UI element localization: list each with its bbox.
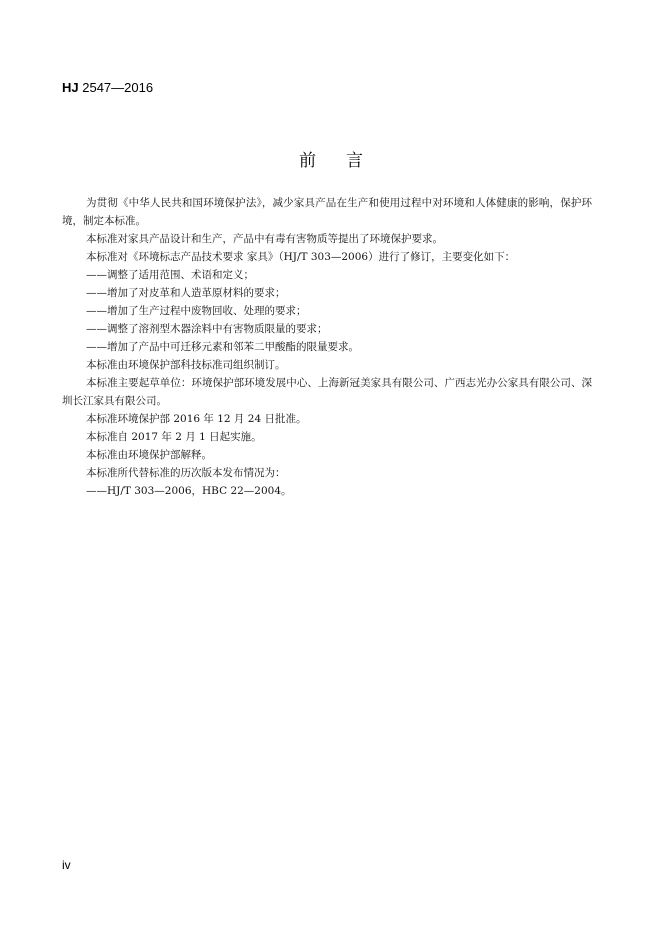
paragraph-drafters: 本标准主要起草单位：环境保护部环境发展中心、上海新冠美家具有限公司、广西志光办公家具有限公司、深圳长江家具有限公司。 [62,377,592,407]
paragraph-effective: 本标准自 2017 年 2 月 1 日起实施。 [86,431,262,443]
document-code [62,80,153,95]
change-item: ——调整了溶剂型木器涂料中有害物质限量的要求； [86,323,328,335]
change-item: ——调整了适用范围、术语和定义； [86,269,254,281]
paragraph-revision: 本标准对《环境标志产品技术要求 家具》（HJ/T 303—2006）进行了修订，主要变化如下： [86,251,516,263]
preface-body [62,194,592,500]
paragraph-interpretation: 本标准由环境保护部解释。 [86,449,212,461]
paragraph-purpose: 为贯彻《中华人民共和国环境保护法》，减少家具产品在生产和使用过程中对环境和人体健康的影响，保护环境，制定本标准。 [62,197,592,227]
change-item: ——增加了对皮革和人造革原材料的要求； [86,287,286,299]
change-item: ——增加了生产过程中废物回收、处理的要求； [86,305,307,317]
paragraph-approval: 本标准环境保护部 2016 年 12 月 24 日批准。 [86,413,307,425]
document-code-number: 2547—2016 [78,80,154,95]
document-code-prefix: HJ [62,80,79,95]
paragraph-scope: 本标准对家具产品设计和生产，产品中有毒有害物质等提出了环境保护要求。 [86,233,443,245]
change-item: ——增加了产品中可迁移元素和邻苯二甲酸酯的限量要求。 [86,341,359,353]
page-title: 前言 [299,151,393,171]
paragraph-organizer: 本标准由环境保护部科技标准司组织制订。 [86,359,286,371]
paragraph-history: 本标准所代替标准的历次版本发布情况为： [86,467,286,479]
history-item: ——HJ/T 303—2006，HBC 22—2004。 [86,485,292,497]
page-number: iv [62,858,71,872]
